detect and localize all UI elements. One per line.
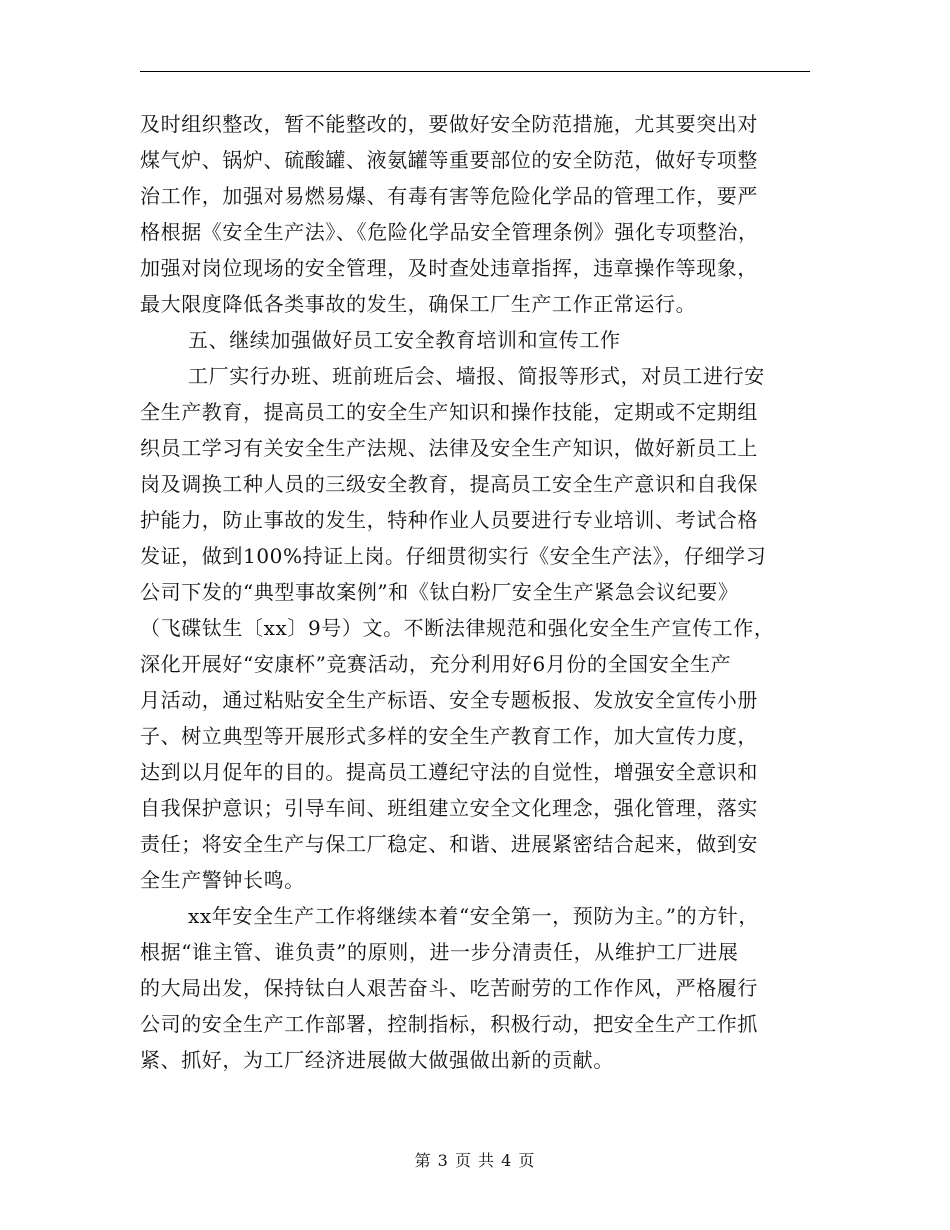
text-line: 治工作，加强对易燃易爆、有毒有害等危险化学品的管理工作，要严 [140, 184, 758, 208]
text-line: 的大局出发，保持钛白人艰苦奋斗、吃苦耐劳的工作作风，严格履行 [140, 976, 758, 1000]
text-line: 全生产警钟长鸣。 [140, 868, 305, 892]
text-line: xx年安全生产工作将继续本着“安全第一，预防为主。”的方针， [188, 904, 760, 928]
text-line: 最大限度降低各类事故的发生，确保工厂生产工作正常运行。 [140, 292, 697, 316]
text-line: 发证，做到100%持证上岗。仔细贯彻实行《安全生产法》，仔细学习 [140, 544, 767, 568]
text-line: 深化开展好“安康杯”竞赛活动，充分利用好6月份的全国安全生产 [140, 652, 732, 676]
text-line: 格根据《安全生产法》、《危险化学品安全管理条例》强化专项整治， [140, 220, 759, 244]
text-line: 公司下发的“典型事故案例”和《钛白粉厂安全生产紧急会议纪要》 [140, 580, 739, 604]
text-line: 及时组织整改，暂不能整改的，要做好安全防范措施，尤其要突出对 [140, 112, 758, 136]
text-line: 紧、抓好，为工厂经济进展做大做强做出新的贡献。 [140, 1048, 614, 1072]
text-line: 自我保护意识；引导车间、班组建立安全文化理念，强化管理，落实 [140, 796, 758, 820]
text-line: 达到以月促年的目的。提高员工遵纪守法的自觉性，增强安全意识和 [140, 760, 758, 784]
text-line: 加强对岗位现场的安全管理，及时查处违章指挥，违章操作等现象， [140, 256, 758, 280]
text-line: 岗及调换工种人员的三级安全教育，提高员工安全生产意识和自我保 [140, 472, 758, 496]
text-line: 护能力，防止事故的发生，特种作业人员要进行专业培训、考试合格 [140, 508, 758, 532]
text-line: 煤气炉、锅炉、硫酸罐、液氨罐等重要部位的安全防范，做好专项整 [140, 148, 758, 172]
text-line: 全生产教育，提高员工的安全生产知识和操作技能，定期或不定期组 [140, 400, 758, 424]
text-line: 公司的安全生产工作部署，控制指标，积极行动，把安全生产工作抓 [140, 1012, 758, 1036]
text-line: 子、树立典型等开展形式多样的安全生产教育工作，加大宣传力度， [140, 724, 758, 748]
text-line: 责任；将安全生产与保工厂稳定、和谐、进展紧密结合起来，做到安 [140, 832, 758, 856]
text-line: （飞碟钛生〔xx〕9号）文。不断法律规范和强化安全生产宣传工作， [140, 616, 775, 640]
text-line: 月活动，通过粘贴安全生产标语、安全专题板报、发放安全宣传小册 [140, 688, 758, 712]
header-rule [140, 71, 810, 72]
text-line: 织员工学习有关安全生产法规、法律及安全生产知识，做好新员工上 [140, 436, 758, 460]
text-line: 根据“谁主管、谁负责”的原则，进一步分清责任，从维护工厂进展 [140, 940, 739, 964]
section-heading: 五、继续加强做好员工安全教育培训和宣传工作 [188, 328, 621, 352]
text-line: 工厂实行办班、班前班后会、墙报、简报等形式，对员工进行安 [188, 364, 765, 388]
page-number-footer: 第 3 页 共 4 页 [414, 1151, 536, 1170]
